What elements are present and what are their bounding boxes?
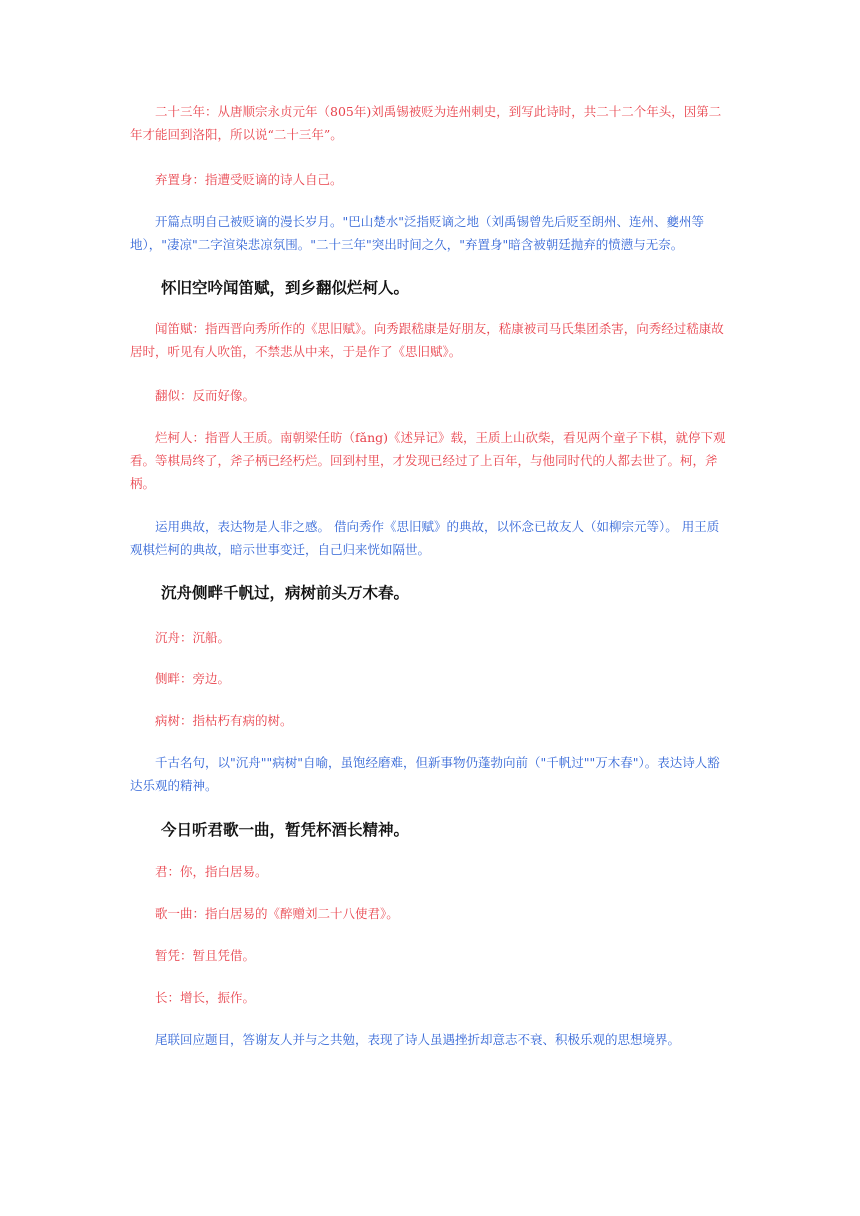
note-song: 歌一曲：指白居易的《醉赠刘二十八使君》。 (155, 906, 399, 921)
verse-line-2: 怀旧空吟闻笛赋，到乡翻似烂柯人。 (161, 279, 410, 297)
note-cepan: 侧畔：旁边。 (155, 671, 231, 686)
note-sick-tree: 病树：指枯朽有病的树。 (155, 713, 293, 728)
verse-line-4: 今日听君歌一曲，暂凭杯酒长精神。 (161, 821, 410, 839)
note-lankeren: 烂柯人：指晋人王质。南朝梁任昉（fǎng)《述异记》载，王质上山砍柴，看见两个童子下棋，就停下观看。等棋局终了，斧子柄已经朽烂。回到村里，才发现已经过了上百年，与他同时代的人都去世了。柯，斧柄。 (130, 430, 726, 491)
note-sunken-boat: 沉舟：沉船。 (155, 630, 231, 645)
note-flute-rhapsody: 闻笛赋：指西晋向秀所作的《思旧赋》。向秀跟嵇康是好朋友，嵇康被司马氏集团杀害，向秀经过嵇康故居时，听见有人吹笛，不禁悲从中来，于是作了《思旧赋》。 (130, 321, 724, 359)
note-zanping: 暂凭：暂且凭借。 (155, 948, 256, 963)
analysis-allusion: 运用典故，表达物是人非之感。 借向秀作《思旧赋》的典故，以怀念已故友人（如柳宗元等）。 用王质观棋烂柯的典故，暗示世事变迁，自己归来恍如隔世。 (130, 519, 720, 557)
analysis-ending: 尾联回应题目，答谢友人并与之共勉，表现了诗人虽遇挫折却意志不衰、积极乐观的思想境界。 (155, 1032, 681, 1047)
note-fansi: 翻似：反而好像。 (155, 388, 256, 403)
note-jun: 君：你，指白居易。 (155, 864, 268, 879)
note-abandoned-self: 弃置身：指遭受贬谪的诗人自己。 (155, 172, 343, 187)
analysis-famous-line: 千古名句，以"沉舟""病树"自喻，虽饱经磨难，但新事物仍蓬勃向前（"千帆过""万木春"）。表达诗人豁达乐观的精神。 (130, 755, 720, 793)
verse-line-3: 沉舟侧畔千帆过，病树前头万木春。 (161, 584, 410, 602)
analysis-opening: 开篇点明自己被贬谪的漫长岁月。"巴山楚水"泛指贬谪之地（刘禹锡曾先后贬至朗州、连州、夔州等地），"凄凉"二字渲染悲凉氛围。"二十三年"突出时间之久，"弃置身"暗含被朝廷抛弃的愤懑与无奈。 (130, 214, 705, 252)
note-twenty-three-years: 二十三年：从唐顺宗永贞元年（805年)刘禹锡被贬为连州刺史，到写此诗时，共二十二个年头，因第二年才能回到洛阳，所以说“二十三年”。 (130, 104, 722, 142)
note-zhang: 长：增长，振作。 (155, 990, 256, 1005)
